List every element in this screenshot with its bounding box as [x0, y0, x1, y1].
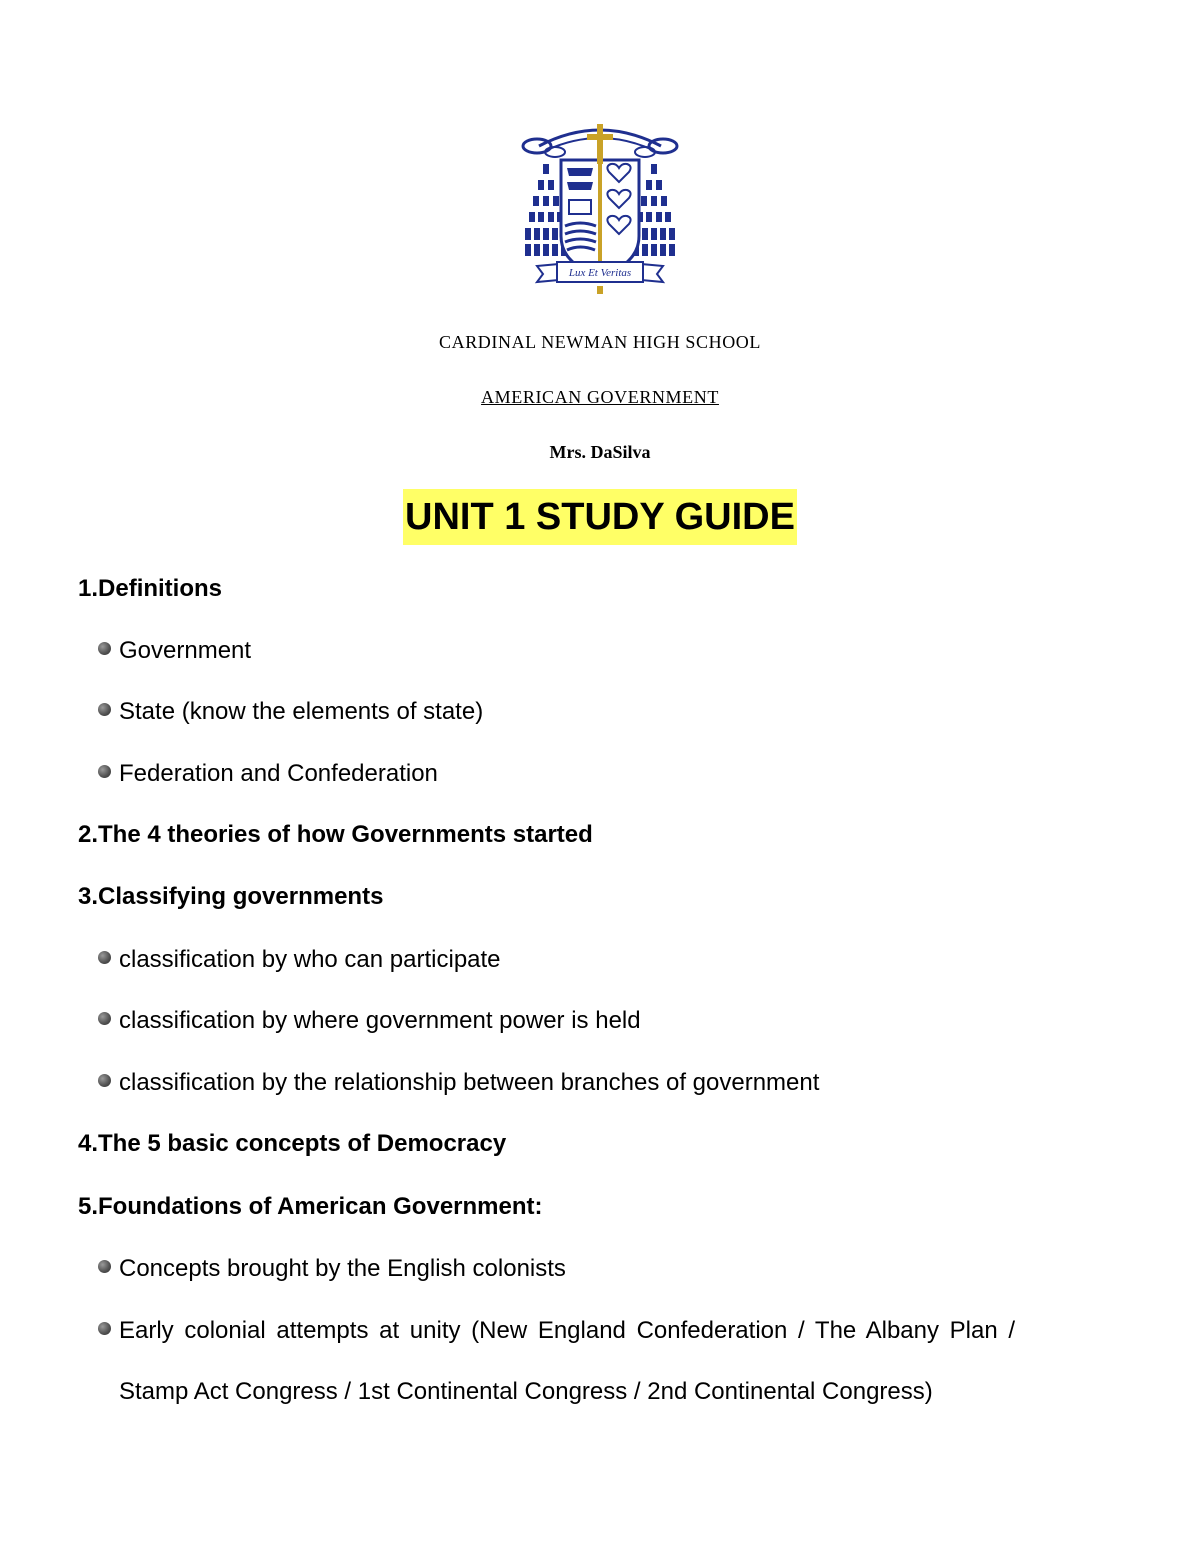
teacher-name: Mrs. DaSilva [549, 442, 651, 462]
list-item: classification by where government power is held [98, 1006, 641, 1036]
bullet-icon [98, 1074, 111, 1087]
bullet-icon [98, 642, 111, 655]
bullet-icon [98, 1260, 111, 1273]
school-name: CARDINAL NEWMAN HIGH SCHOOL [438, 332, 761, 352]
list-item: Federation and Confederation [98, 759, 438, 789]
section-heading: 1.Definitions [78, 575, 223, 602]
section-heading: 2.The 4 theories of how Governments started [78, 821, 593, 848]
list-item: State (know the elements of state) [98, 697, 483, 727]
bullet-icon [98, 951, 111, 964]
bullet-icon [98, 1012, 111, 1025]
document-title: UNIT 1 STUDY GUIDE [403, 489, 797, 545]
list-item-continuation: Stamp Act Congress / 1st Continental Congress / 2nd Continental Congress) [119, 1378, 933, 1405]
course-name: AMERICAN GOVERNMENT [481, 387, 719, 407]
list-item: Early colonial attempts at unity (New England Confederation / The Albany Plan / [98, 1316, 1015, 1346]
section-heading: 3.Classifying governments [78, 883, 384, 910]
list-item: classification by the relationship between branches of government [98, 1068, 819, 1098]
bullet-icon [98, 703, 111, 716]
list-item: Government [98, 636, 251, 666]
list-item: Concepts brought by the English colonists [98, 1254, 566, 1284]
section-heading: 5.Foundations of American Government: [78, 1193, 543, 1220]
school-crest-logo [519, 116, 681, 296]
list-item: classification by who can participate [98, 945, 501, 975]
title-block [0, 489, 1200, 545]
svg-text:Lux Et Veritas: Lux Et Veritas [568, 267, 632, 279]
bullet-icon [98, 1322, 111, 1335]
bullet-icon [98, 765, 111, 778]
section-heading: 4.The 5 basic concepts of Democracy [78, 1130, 507, 1157]
